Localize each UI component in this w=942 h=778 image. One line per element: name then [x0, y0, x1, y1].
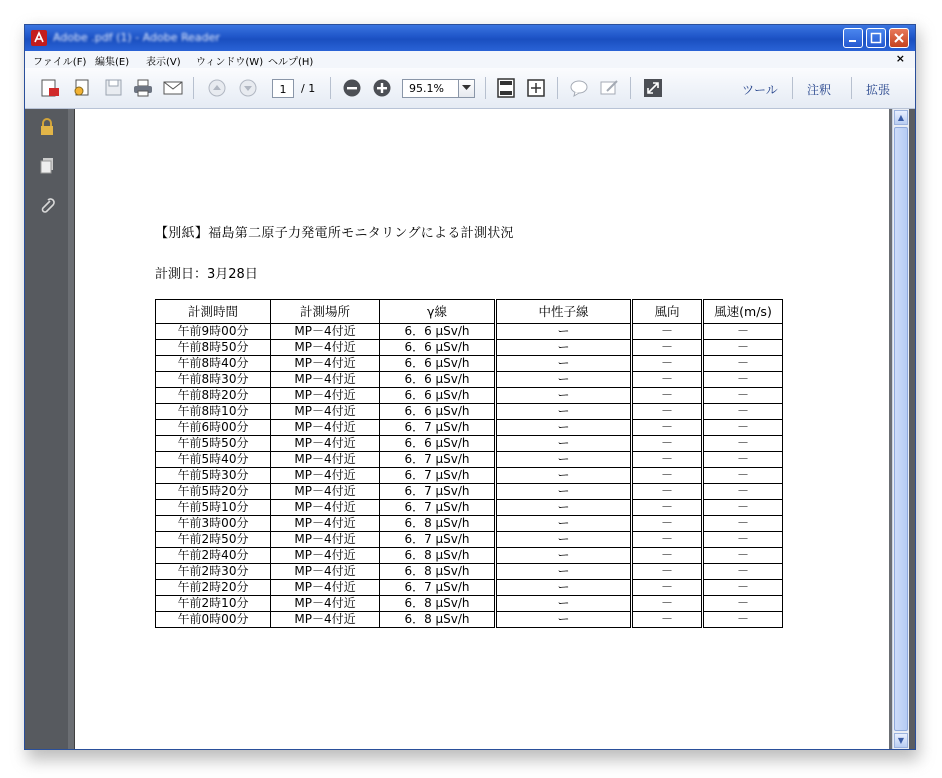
cell-time: 午前2時40分	[156, 548, 271, 564]
cell-wind-direction: －	[632, 484, 703, 500]
cell-wind-speed: －	[703, 564, 783, 580]
cell-neutron: ー	[496, 436, 632, 452]
cell-wind-speed: －	[703, 324, 783, 340]
menu-view[interactable]: 表示(V)	[146, 57, 181, 68]
cell-location: MP－4付近	[271, 580, 380, 596]
minimize-button[interactable]	[843, 28, 863, 48]
cell-wind-speed: －	[703, 404, 783, 420]
cell-time: 午前2時10分	[156, 596, 271, 612]
cell-wind-direction: －	[632, 532, 703, 548]
zoom-dropdown-button[interactable]	[458, 79, 475, 98]
cell-location: MP－4付近	[271, 420, 380, 436]
cell-location: MP－4付近	[271, 484, 380, 500]
cell-wind-speed: －	[703, 340, 783, 356]
menu-edit[interactable]: 編集(E)	[95, 57, 130, 68]
table-row	[156, 420, 783, 436]
cell-wind-direction: －	[632, 516, 703, 532]
window-title: Adobe .pdf (1) - Adobe Reader	[53, 31, 220, 44]
page-total: / 1	[301, 82, 316, 95]
cell-wind-direction: －	[632, 596, 703, 612]
cell-wind-direction: －	[632, 324, 703, 340]
cell-neutron: ー	[496, 596, 632, 612]
cell-time: 午前5時30分	[156, 468, 271, 484]
cell-time: 午前5時20分	[156, 484, 271, 500]
cell-wind-speed: －	[703, 612, 783, 628]
cell-time: 午前5時50分	[156, 436, 271, 452]
cell-gamma: 6．8 μSv/h	[380, 564, 496, 580]
menu-window[interactable]: ウィンドウ(W)	[196, 57, 264, 68]
zoom-in-icon[interactable]	[371, 78, 393, 98]
menu-help[interactable]: ヘルプ(H)	[268, 57, 314, 68]
cell-gamma: 6．7 μSv/h	[380, 580, 496, 596]
table-row	[156, 564, 783, 580]
cell-location: MP－4付近	[271, 468, 380, 484]
cell-wind-direction: －	[632, 340, 703, 356]
cell-neutron: ー	[496, 548, 632, 564]
cell-wind-direction: －	[632, 580, 703, 596]
cell-wind-direction: －	[632, 452, 703, 468]
page-number-input[interactable]: 1	[272, 79, 294, 98]
table-row	[156, 468, 783, 484]
cell-neutron: ー	[496, 484, 632, 500]
menu-bar	[25, 51, 915, 68]
navigation-panel	[25, 109, 68, 749]
cell-location: MP－4付近	[271, 404, 380, 420]
cell-wind-speed: －	[703, 372, 783, 388]
cell-location: MP－4付近	[271, 516, 380, 532]
zoom-out-icon[interactable]	[341, 78, 363, 98]
scrollbar-thumb[interactable]	[894, 127, 908, 731]
cell-gamma: 6．8 μSv/h	[380, 548, 496, 564]
cell-wind-speed: －	[703, 516, 783, 532]
table-row	[156, 324, 783, 340]
cell-neutron: ー	[496, 612, 632, 628]
cell-location: MP－4付近	[271, 340, 380, 356]
table-row	[156, 404, 783, 420]
cell-neutron: ー	[496, 404, 632, 420]
monitoring-table	[155, 299, 783, 628]
cell-location: MP－4付近	[271, 612, 380, 628]
lock-icon[interactable]	[38, 118, 56, 136]
cell-wind-direction: －	[632, 548, 703, 564]
table-row	[156, 580, 783, 596]
cell-neutron: ー	[496, 564, 632, 580]
cell-location: MP－4付近	[271, 324, 380, 340]
cell-time: 午前3時00分	[156, 516, 271, 532]
full-screen-icon[interactable]	[642, 78, 664, 98]
cell-wind-speed: －	[703, 580, 783, 596]
cell-gamma: 6．7 μSv/h	[380, 420, 496, 436]
cell-neutron: ー	[496, 388, 632, 404]
table-row	[156, 484, 783, 500]
cell-gamma: 6．6 μSv/h	[380, 356, 496, 372]
cell-wind-speed: －	[703, 500, 783, 516]
previous-page-icon[interactable]	[206, 78, 228, 98]
cell-neutron: ー	[496, 468, 632, 484]
close-window-button[interactable]	[889, 28, 909, 48]
cell-time: 午前9時00分	[156, 324, 271, 340]
cell-time: 午前6時00分	[156, 420, 271, 436]
cell-wind-direction: －	[632, 420, 703, 436]
cell-wind-direction: －	[632, 612, 703, 628]
cell-wind-speed: －	[703, 388, 783, 404]
cell-neutron: ー	[496, 420, 632, 436]
cell-time: 午前8時10分	[156, 404, 271, 420]
toolbar	[25, 68, 915, 109]
comment-link[interactable]: 注釈	[807, 83, 832, 97]
fit-page-icon[interactable]	[495, 78, 517, 98]
cell-gamma: 6．7 μSv/h	[380, 452, 496, 468]
column-header-time: 計測時間	[156, 300, 271, 324]
document-edit-icon[interactable]	[71, 78, 93, 98]
cell-wind-speed: －	[703, 484, 783, 500]
cell-location: MP－4付近	[271, 436, 380, 452]
cell-location: MP－4付近	[271, 452, 380, 468]
cell-wind-speed: －	[703, 468, 783, 484]
create-pdf-icon[interactable]	[39, 78, 61, 98]
cell-gamma: 6．8 μSv/h	[380, 596, 496, 612]
cell-location: MP－4付近	[271, 500, 380, 516]
cell-time: 午前2時50分	[156, 532, 271, 548]
save-icon[interactable]	[103, 78, 125, 98]
column-header-location: 計測場所	[271, 300, 380, 324]
cell-wind-speed: －	[703, 356, 783, 372]
pages-icon[interactable]	[38, 156, 56, 174]
cell-gamma: 6．7 μSv/h	[380, 468, 496, 484]
table-row	[156, 548, 783, 564]
print-icon[interactable]	[132, 78, 154, 98]
cell-wind-speed: －	[703, 436, 783, 452]
attachment-icon[interactable]	[38, 197, 56, 215]
cell-gamma: 6．6 μSv/h	[380, 388, 496, 404]
email-icon[interactable]	[162, 78, 184, 98]
cell-gamma: 6．6 μSv/h	[380, 404, 496, 420]
menu-file[interactable]: ファイル(F)	[33, 57, 87, 68]
table-body	[156, 324, 783, 628]
cell-wind-direction: －	[632, 372, 703, 388]
table-row	[156, 612, 783, 628]
cell-location: MP－4付近	[271, 372, 380, 388]
cell-location: MP－4付近	[271, 596, 380, 612]
cell-wind-speed: －	[703, 548, 783, 564]
document-title: 【別紙】福島第二原子力発電所モニタリングによる計測状況	[155, 226, 514, 241]
cell-wind-speed: －	[703, 420, 783, 436]
cell-time: 午前0時00分	[156, 612, 271, 628]
fit-width-icon[interactable]	[525, 78, 547, 98]
table-row	[156, 516, 783, 532]
table-row	[156, 532, 783, 548]
next-page-icon[interactable]	[237, 78, 259, 98]
cell-wind-direction: －	[632, 388, 703, 404]
title-bar	[25, 25, 915, 51]
cell-gamma: 6．8 μSv/h	[380, 612, 496, 628]
sign-icon[interactable]	[598, 78, 620, 98]
cell-wind-speed: －	[703, 596, 783, 612]
cell-neutron: ー	[496, 452, 632, 468]
table-row	[156, 500, 783, 516]
cell-gamma: 6．7 μSv/h	[380, 500, 496, 516]
table-row	[156, 356, 783, 372]
cell-gamma: 6．8 μSv/h	[380, 516, 496, 532]
cell-time: 午前8時50分	[156, 340, 271, 356]
cell-gamma: 6．6 μSv/h	[380, 340, 496, 356]
cell-time: 午前5時10分	[156, 500, 271, 516]
maximize-button[interactable]	[866, 28, 886, 48]
cell-wind-speed: －	[703, 452, 783, 468]
cell-neutron: ー	[496, 500, 632, 516]
cell-neutron: ー	[496, 580, 632, 596]
reader-window	[24, 24, 916, 750]
cell-neutron: ー	[496, 372, 632, 388]
cell-wind-speed: －	[703, 532, 783, 548]
cell-wind-direction: －	[632, 468, 703, 484]
cell-time: 午前8時20分	[156, 388, 271, 404]
cell-time: 午前8時30分	[156, 372, 271, 388]
scroll-down-button[interactable]: ▼	[894, 733, 908, 748]
cell-wind-direction: －	[632, 436, 703, 452]
adobe-reader-icon[interactable]	[31, 30, 47, 46]
table-row	[156, 340, 783, 356]
cell-gamma: 6．6 μSv/h	[380, 436, 496, 452]
cell-gamma: 6．7 μSv/h	[380, 484, 496, 500]
column-header-gamma: γ線	[380, 300, 496, 324]
cell-location: MP－4付近	[271, 356, 380, 372]
cell-gamma: 6．6 μSv/h	[380, 372, 496, 388]
cell-time: 午前2時20分	[156, 580, 271, 596]
cell-time: 午前5時40分	[156, 452, 271, 468]
cell-neutron: ー	[496, 356, 632, 372]
table-header-row	[156, 300, 783, 324]
column-header-wind-direction: 風向	[632, 300, 703, 324]
zoom-level-field[interactable]: 95.1%	[402, 79, 460, 98]
cell-wind-direction: －	[632, 404, 703, 420]
table-row	[156, 436, 783, 452]
cell-wind-direction: －	[632, 500, 703, 516]
cell-neutron: ー	[496, 324, 632, 340]
cell-time: 午前8時40分	[156, 356, 271, 372]
close-document-button[interactable]: ×	[895, 52, 905, 65]
comment-icon[interactable]	[568, 78, 590, 98]
cell-location: MP－4付近	[271, 532, 380, 548]
cell-location: MP－4付近	[271, 564, 380, 580]
column-header-neutron: 中性子線	[496, 300, 632, 324]
table-row	[156, 372, 783, 388]
document-view[interactable]	[68, 109, 892, 749]
measurement-date: 計測日：3月28日	[155, 267, 258, 282]
cell-neutron: ー	[496, 516, 632, 532]
vertical-scrollbar[interactable]	[892, 109, 910, 749]
table-row	[156, 388, 783, 404]
column-header-wind-speed: 風速(m/s)	[703, 300, 783, 324]
tools-link[interactable]: ツール	[742, 83, 778, 97]
table-row	[156, 596, 783, 612]
cell-time: 午前2時30分	[156, 564, 271, 580]
scroll-up-button[interactable]: ▲	[894, 110, 908, 125]
cell-gamma: 6．7 μSv/h	[380, 532, 496, 548]
cell-neutron: ー	[496, 532, 632, 548]
table-row	[156, 452, 783, 468]
cell-location: MP－4付近	[271, 388, 380, 404]
cell-wind-direction: －	[632, 356, 703, 372]
extend-link[interactable]: 拡張	[866, 83, 891, 97]
cell-neutron: ー	[496, 340, 632, 356]
pdf-page	[74, 109, 889, 749]
cell-location: MP－4付近	[271, 548, 380, 564]
cell-gamma: 6．6 μSv/h	[380, 324, 496, 340]
cell-wind-direction: －	[632, 564, 703, 580]
